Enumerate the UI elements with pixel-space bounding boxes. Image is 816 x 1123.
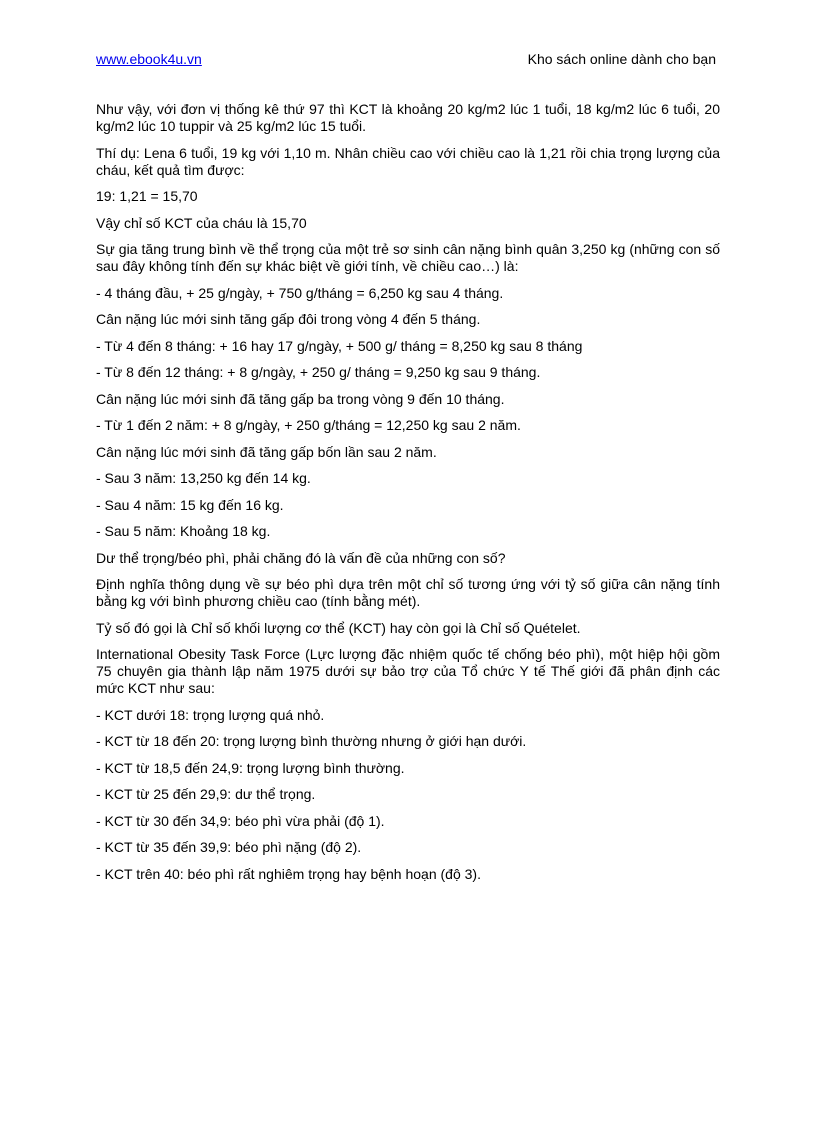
site-tagline: Kho sách online dành cho bạn <box>527 51 716 67</box>
paragraph: - KCT trên 40: béo phì rất nghiêm trọng hay bệnh hoạn (độ 3). <box>96 865 481 882</box>
paragraph: - 4 tháng đầu, + 25 g/ngày, + 750 g/tháng = 6,250 kg sau 4 tháng. <box>96 284 504 301</box>
paragraph: - Từ 1 đến 2 năm: + 8 g/ngày, + 250 g/tháng = 12,250 kg sau 2 năm. <box>96 417 521 433</box>
paragraph: Định nghĩa thông dụng về sự béo phì dựa trên một chỉ số tương ứng với tỷ số giữa cân nặng tính bằng kg với bình phương chiều cao (tính bằng mét). <box>96 576 720 609</box>
site-link[interactable]: www.ebook4u.vn <box>96 51 202 67</box>
paragraph: Cân nặng lúc mới sinh tăng gấp đôi trong vòng 4 đến 5 tháng. <box>96 311 481 327</box>
paragraph: - KCT từ 25 đến 29,9: dư thể trọng. <box>96 786 316 802</box>
paragraph: - KCT từ 18,5 đến 24,9: trọng lượng bình thường. <box>96 759 405 776</box>
paragraph: Như vậy, với đơn vị thống kê thứ 97 thì KCT là khoảng 20 kg/m2 lúc 1 tuổi, 18 kg/m2 lúc 6 tuổi, 20 kg/m2 lúc 10 tuppir và 25 kg/m2 lúc 15 tuổi. <box>96 101 720 134</box>
document-body <box>96 101 720 892</box>
paragraph: 19: 1,21 = 15,70 <box>96 188 198 204</box>
paragraph: - KCT dưới 18: trọng lượng quá nhỏ. <box>96 706 325 723</box>
paragraph: International Obesity Task Force (Lực lượng đặc nhiệm quốc tế chống béo phì), một hiệp hội gồm 75 chuyên gia thành lập năm 1975 dưới sự bảo trợ của Tổ chức Y tế Thế giới đã phân định các mức KCT như sau: <box>96 646 720 696</box>
paragraph: - KCT từ 35 đến 39,9: béo phì nặng (độ 2). <box>96 839 362 855</box>
paragraph: - Sau 4 năm: 15 kg đến 16 kg. <box>96 496 284 513</box>
paragraph: Cân nặng lúc mới sinh đã tăng gấp bốn lần sau 2 năm. <box>96 443 437 460</box>
paragraph: Vậy chỉ số KCT của cháu là 15,70 <box>96 214 307 231</box>
paragraph: Dư thể trọng/béo phì, phải chăng đó là vấn đề của những con số? <box>96 549 506 566</box>
paragraph: Cân nặng lúc mới sinh đã tăng gấp ba trong vòng 9 đến 10 tháng. <box>96 390 505 407</box>
paragraph: - Sau 5 năm: Khoảng 18 kg. <box>96 523 271 539</box>
paragraph: - KCT từ 18 đến 20: trọng lượng bình thường nhưng ở giới hạn dưới. <box>96 733 527 749</box>
paragraph: - Từ 4 đến 8 tháng: + 16 hay 17 g/ngày, + 500 g/ tháng = 8,250 kg sau 8 tháng <box>96 337 583 354</box>
paragraph: Thí dụ: Lena 6 tuổi, 19 kg với 1,10 m. Nhân chiều cao với chiều cao là 1,21 rồi chia trọng lượng của cháu, kết quả tìm được: <box>96 144 720 178</box>
paragraph: Tỷ số đó gọi là Chỉ số khối lượng cơ thể (KCT) hay còn gọi là Chỉ số Quételet. <box>96 619 581 636</box>
paragraph: Sự gia tăng trung bình về thể trọng của một trẻ sơ sinh cân nặng bình quân 3,250 kg (những con số sau đây không tính đến sự khác biệt về giới tính, về chiều cao…) là: <box>96 241 720 274</box>
page-header <box>96 51 716 69</box>
paragraph: - KCT từ 30 đến 34,9: béo phì vừa phải (độ 1). <box>96 812 385 829</box>
paragraph: - Sau 3 năm: 13,250 kg đến 14 kg. <box>96 470 311 486</box>
paragraph: - Từ 8 đến 12 tháng: + 8 g/ngày, + 250 g/ tháng = 9,250 kg sau 9 tháng. <box>96 364 541 380</box>
